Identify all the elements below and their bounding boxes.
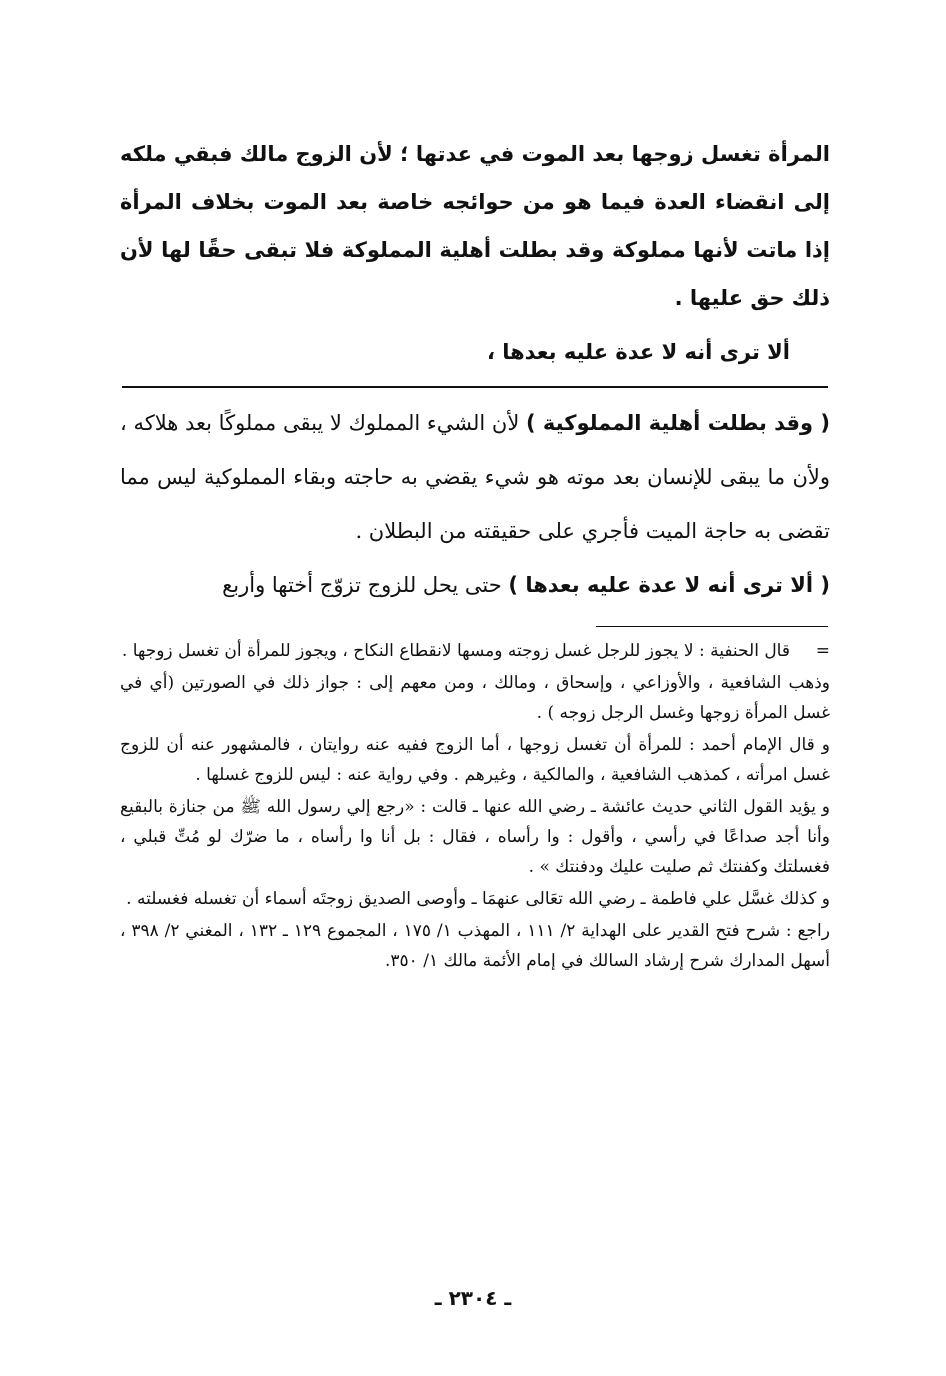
main-paragraph: المرأة تغسل زوجها بعد الموت في عدتها ؛ لأن الزوج مالك فبقي ملكه إلى انقضاء العدة فيما هو من حوائجه خاصة بعد الموت بخلاف المرأة إذا ماتت لأنها مملوكة وقد بطلت أهلية المملوكة فلا تبقى حقًا لها لأن ذلك حق عليها . xyxy=(120,142,830,310)
footnote-shafii: وذهب الشافعية ، والأوزاعي ، وإسحاق ، ومالك ، ومن معهم إلى : جواز ذلك في الصورتين (أي في غسل المرأة زوجها وغسل الرجل زوجه ) . xyxy=(120,673,830,723)
footnote-ali-fatima: و كذلك غسَّل علي فاطمة ـ رضي الله تعَالى عنهمَا ـ وأوصى الصديق زوجتَه أسماء أن تغسله فغسلته . xyxy=(126,889,830,909)
continuation-mark: = xyxy=(815,641,830,661)
footnote-hadith: و يؤيد القول الثاني حديث عائشة ـ رضي الله عنها ـ قالت : «رجع إلي رسول الله ﷺ من جنازة بالبقيع وأنا أجد صداعًا في رأسي ، وأقول : وا رأساه ، فقال : بل أنا وا رأساه ، ما ضرّك لو مُتِّ قبلي ، فغسلتك وكفنتك ثم صليت عليك ودفنتك » . xyxy=(120,797,830,877)
footnote-hanafi xyxy=(120,636,830,666)
footnote-divider xyxy=(596,626,828,627)
page-number: ـ ٢٣٠٤ ـ xyxy=(434,1286,512,1310)
commentary-text-1: لأن الشيء المملوك لا يبقى مملوكًا بعد هلاكه ، ولأن ما يبقى للإنسان بعد موته هو شيء يقضي به حاجته وبقاء المملوكية ليس مما تقضى به حاجة الميت فأجري على حقيقته من البطلان . xyxy=(120,411,830,543)
commentary-lemma-1: ( وقد بطلت أهلية المملوكية ) xyxy=(526,411,831,435)
commentary-paragraph-2 xyxy=(120,558,830,612)
commentary-lemma-2: ( ألا ترى أنه لا عدة عليه بعدها ) xyxy=(508,573,830,597)
main-text xyxy=(120,130,830,376)
main-quote-line: ألا ترى أنه لا عدة عليه بعدها ، xyxy=(486,340,790,364)
commentary xyxy=(120,396,830,612)
footnotes xyxy=(120,636,830,978)
footnote-hanafi-text: قال الحنفية : لا يجوز للرجل غسل زوجته ومسها لانقطاع النكاح ، ويجوز للمرأة أن تغسل زوجها . xyxy=(121,641,790,661)
commentary-paragraph-1 xyxy=(120,396,830,558)
footnote-references: راجع : شرح فتح القدير على الهداية ٢/ ١١١ ، المهذب ١/ ١٧٥ ، المجموع ١٢٩ ـ ١٣٢ ، المغني ٢/ ٣٩٨ ، أسهل المدارك شرح إرشاد السالك في إمام الأئمة مالك ١/ ٣٥٠. xyxy=(120,921,830,971)
commentary-text-2: حتى يحل للزوج تزوّج أختها وأربع xyxy=(222,573,502,597)
main-text-divider xyxy=(122,386,828,388)
footnote-ahmad: و قال الإمام أحمد : للمرأة أن تغسل زوجها ، أما الزوج ففيه عنه روايتان ، فالمشهور عنه أن للزوج غسل امرأته ، كمذهب الشافعية ، والمالكية ، وغيرهم . وفي رواية عنه : ليس للزوج غسلها . xyxy=(120,735,830,785)
